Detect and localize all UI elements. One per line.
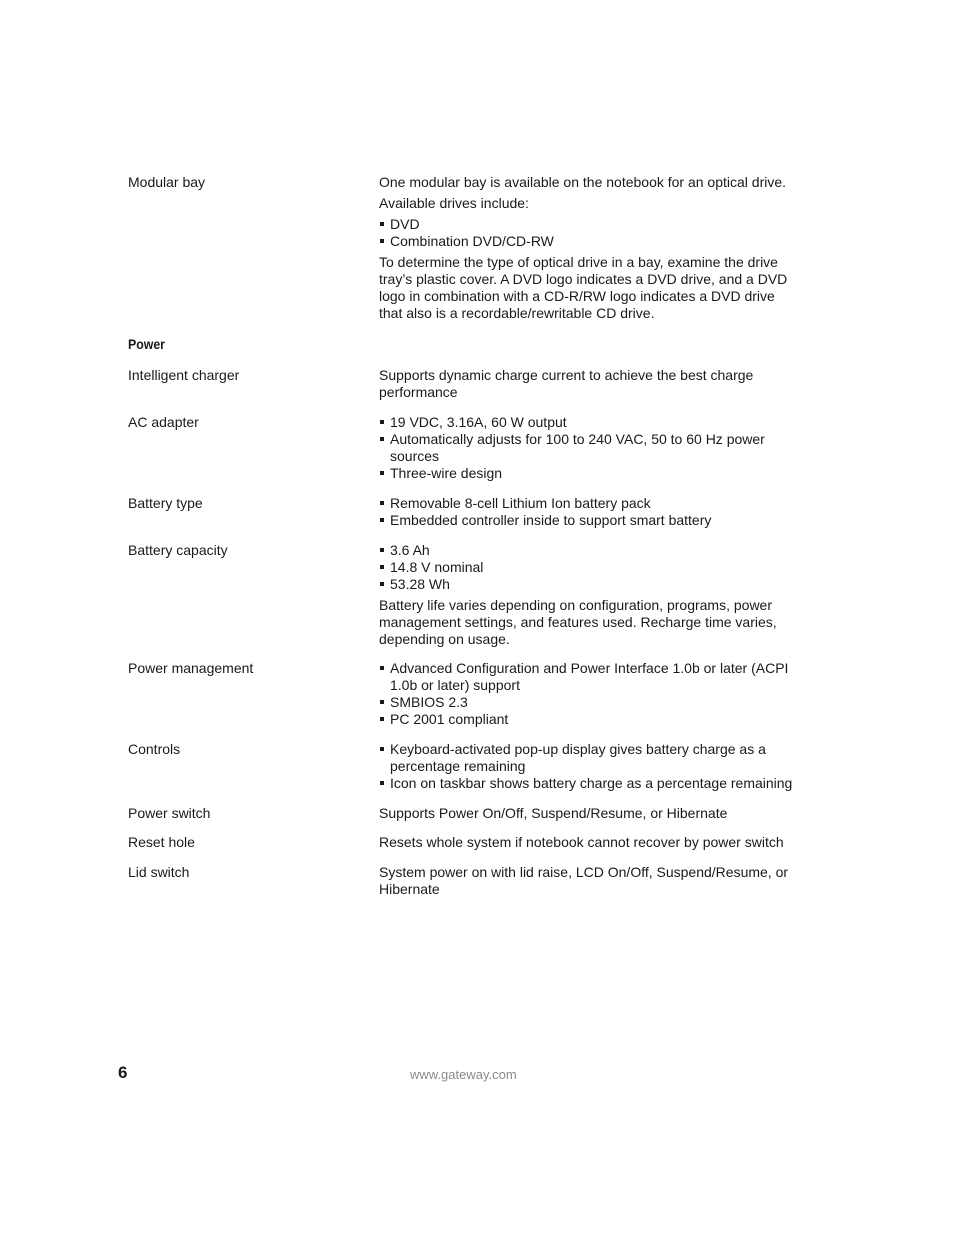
- spec-label: Power switch: [128, 805, 211, 821]
- spec-description: [379, 174, 799, 322]
- spec-label: AC adapter: [128, 414, 199, 430]
- spec-description: [379, 805, 799, 822]
- spec-label: Reset hole: [128, 834, 195, 850]
- bullet-list: [379, 414, 799, 482]
- bullet-item: Keyboard-activated pop-up display gives battery charge as a percentage remaining: [379, 741, 804, 775]
- spec-label: Lid switch: [128, 864, 190, 880]
- spec-description: [379, 741, 804, 792]
- spec-label: Power management: [128, 660, 254, 676]
- spec-description: [379, 864, 799, 898]
- description-text: Resets whole system if notebook cannot recover by power switch: [379, 834, 784, 850]
- bullet-item: 53.28 Wh: [379, 576, 799, 593]
- bullet-item: Icon on taskbar shows battery charge as a percentage remaining: [379, 775, 804, 792]
- bullet-item: PC 2001 compliant: [379, 711, 799, 728]
- bullet-item: 19 VDC, 3.16A, 60 W output: [379, 414, 799, 431]
- bullet-item: Embedded controller inside to support smart battery: [379, 512, 799, 529]
- spec-description: [379, 660, 799, 728]
- spec-label: Battery type: [128, 495, 203, 511]
- spec-label: Battery capacity: [128, 542, 228, 558]
- bullet-item: 3.6 Ah: [379, 542, 799, 559]
- spec-description: [379, 542, 799, 648]
- bullet-list: [379, 495, 799, 529]
- footer-url: www.gateway.com: [410, 1067, 517, 1082]
- bullet-list: [379, 660, 799, 728]
- bullet-item: 14.8 V nominal: [379, 559, 799, 576]
- bullet-item: DVD: [379, 216, 799, 233]
- spec-description: [379, 414, 799, 482]
- description-text: Supports dynamic charge current to achieve the best charge performance: [379, 367, 754, 400]
- spec-label: Intelligent charger: [128, 367, 240, 383]
- section-heading-power: Power: [128, 336, 165, 352]
- bullet-item: Automatically adjusts for 100 to 240 VAC, 50 to 60 Hz power sources: [379, 431, 799, 465]
- bullet-item: Three-wire design: [379, 465, 799, 482]
- page-number: 6: [118, 1063, 128, 1082]
- bullet-list: [379, 216, 799, 250]
- spec-label: Controls: [128, 741, 181, 757]
- description-text: Available drives include:: [379, 195, 529, 211]
- description-text: To determine the type of optical drive in a bay, examine the drive tray’s plastic cover. A DVD logo indicates a DVD drive, and a DVD logo in combination with a CD-R/RW logo indicates a DVD drive that also is a recordable/rewritable CD drive.: [379, 254, 788, 321]
- bullet-item: Advanced Configuration and Power Interface 1.0b or later (ACPI 1.0b or later) support: [379, 660, 799, 694]
- spec-description: [379, 834, 799, 851]
- description-text: Battery life varies depending on configuration, programs, power management settings, and features used. Recharge time varies, depending on usage.: [379, 597, 777, 647]
- bullet-item: Removable 8-cell Lithium Ion battery pack: [379, 495, 799, 512]
- bullet-list: [379, 542, 799, 593]
- description-text: One modular bay is available on the notebook for an optical drive.: [379, 174, 787, 190]
- spec-label: Modular bay: [128, 174, 206, 190]
- description-text: Supports Power On/Off, Suspend/Resume, or Hibernate: [379, 805, 728, 821]
- bullet-item: Combination DVD/CD-RW: [379, 233, 799, 250]
- spec-description: [379, 367, 799, 401]
- bullet-item: SMBIOS 2.3: [379, 694, 799, 711]
- spec-description: [379, 495, 799, 529]
- description-text: System power on with lid raise, LCD On/Off, Suspend/Resume, or Hibernate: [379, 864, 789, 897]
- bullet-list: [379, 741, 804, 792]
